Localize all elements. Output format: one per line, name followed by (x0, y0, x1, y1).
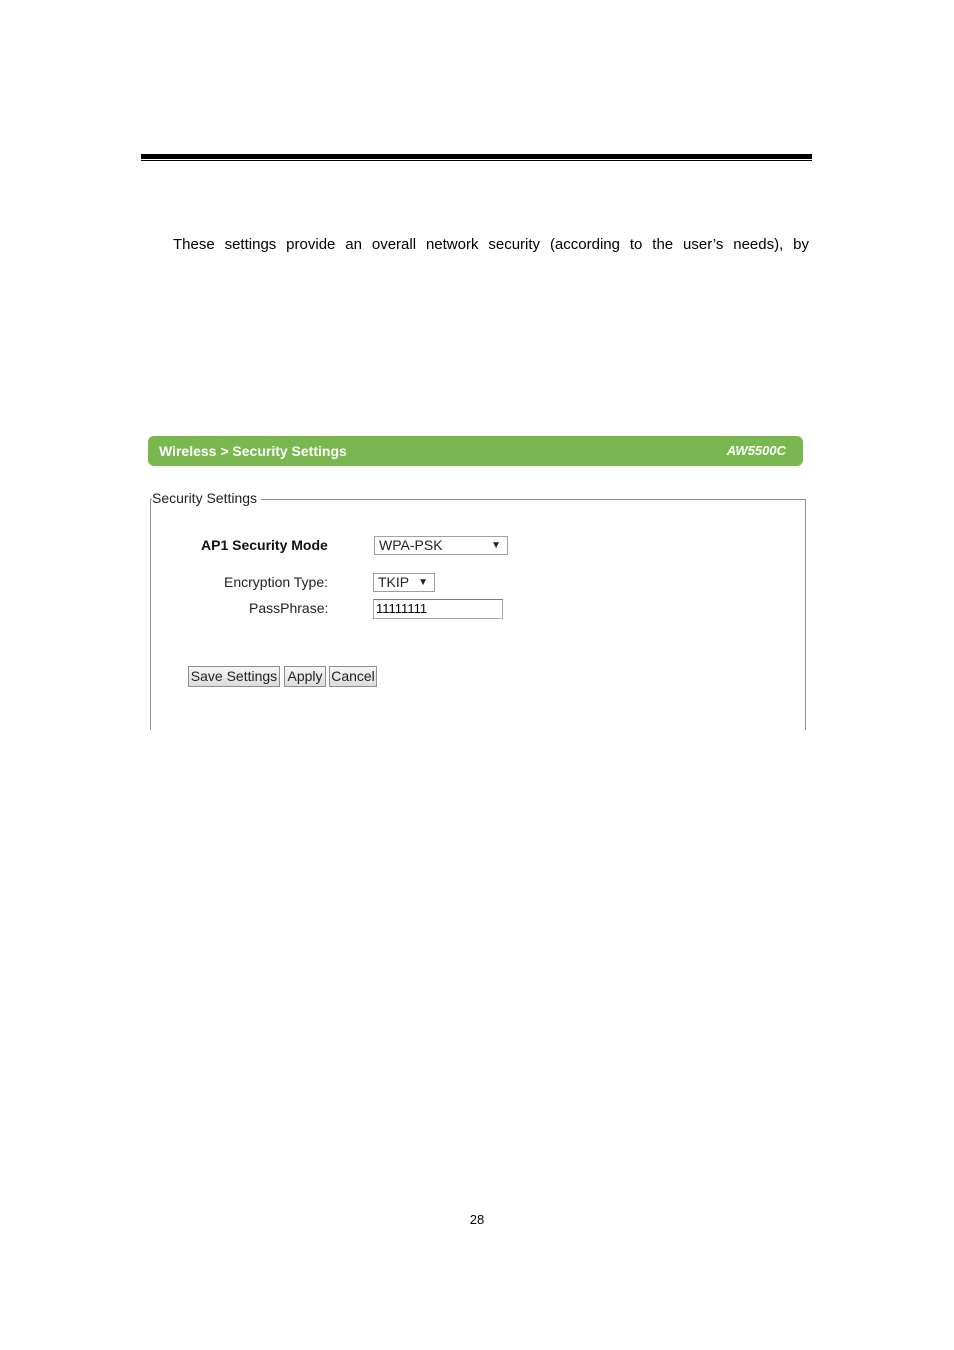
security-mode-select[interactable] (374, 536, 508, 555)
title-bar (148, 436, 803, 466)
header-rule-thick (141, 154, 812, 159)
model-name: AW5500C (726, 443, 786, 458)
save-settings-button[interactable]: Save Settings (188, 666, 280, 687)
intro-paragraph: These settings provide an overall network security (according to the user’s needs), by (173, 236, 809, 253)
passphrase-label: PassPhrase: (249, 600, 329, 616)
security-mode-label: AP1 Security Mode (201, 537, 328, 553)
chevron-down-icon: ▼ (418, 577, 428, 588)
passphrase-input[interactable]: 11111111 (373, 599, 503, 619)
encryption-type-value: TKIP (378, 574, 410, 590)
cancel-button[interactable]: Cancel (329, 666, 377, 687)
security-mode-value: WPA-PSK (379, 537, 443, 553)
chevron-down-icon: ▼ (491, 540, 501, 551)
header-rule-thin (141, 160, 812, 161)
encryption-type-label: Encryption Type: (224, 574, 329, 590)
breadcrumb: Wireless > Security Settings (159, 443, 347, 459)
security-settings-screenshot (147, 435, 807, 725)
fieldset-legend: Security Settings (152, 490, 261, 506)
encryption-type-select[interactable] (373, 573, 435, 592)
page-number: 28 (469, 1212, 485, 1227)
apply-button[interactable]: Apply (284, 666, 326, 687)
